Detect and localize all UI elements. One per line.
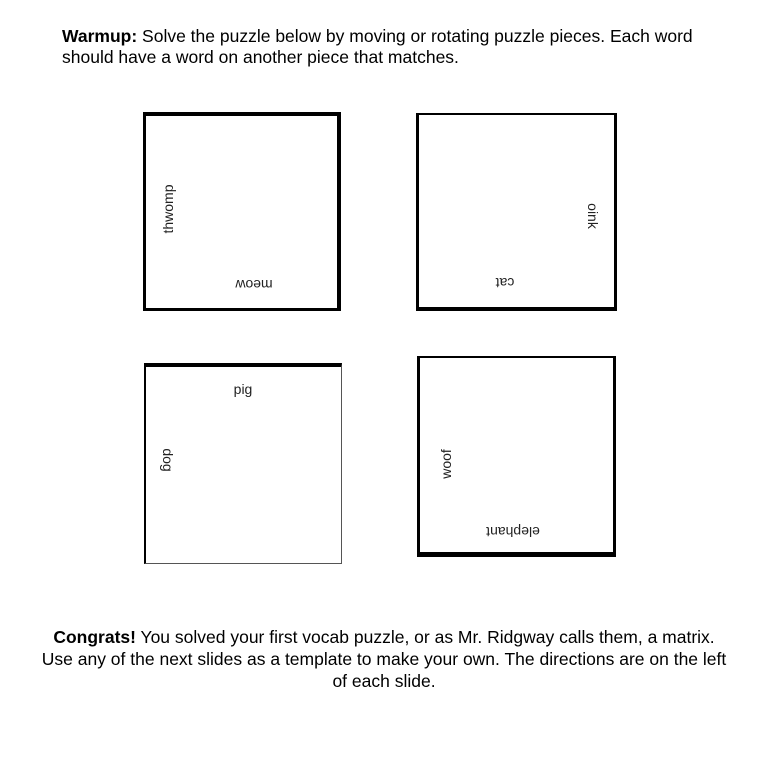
warmup-instructions: [62, 26, 712, 68]
congrats-text: You solved your first vocab puzzle, or as Mr. Ridgway calls them, a matrix. Use any of the next slides as a template to make your own. The directions are on the left of each slide.: [41, 627, 727, 691]
warmup-text: Solve the puzzle below by moving or rotating puzzle pieces. Each word should have a word on another piece that matches.: [62, 26, 693, 67]
piece-word-thwomp: thwomp: [160, 184, 176, 234]
puzzle-piece-3[interactable]: [144, 363, 342, 564]
puzzle-piece-1[interactable]: [143, 112, 341, 311]
puzzle-piece-2[interactable]: [416, 113, 617, 311]
warmup-heading: Warmup:: [62, 26, 138, 46]
piece-word-pig: pig: [233, 381, 253, 397]
congrats-heading: Congrats!: [53, 627, 136, 647]
puzzle-piece-4[interactable]: [417, 356, 616, 557]
piece-word-meow: meow: [235, 277, 273, 293]
piece-word-dog: dog: [160, 448, 176, 472]
congrats-message: [40, 626, 728, 692]
piece-word-cat: cat: [495, 275, 515, 291]
piece-word-elephant: elephant: [486, 524, 540, 540]
piece-word-woof: woof: [438, 449, 454, 479]
piece-word-oink: oink: [585, 203, 601, 229]
